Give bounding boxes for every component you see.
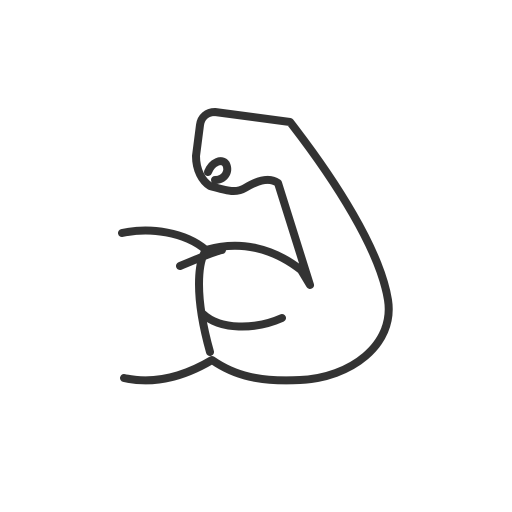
arm-outline-path — [122, 112, 389, 380]
bicep-lower-path — [199, 250, 210, 352]
muscle-crease-path — [203, 314, 282, 327]
fist-curl-path — [208, 161, 227, 180]
